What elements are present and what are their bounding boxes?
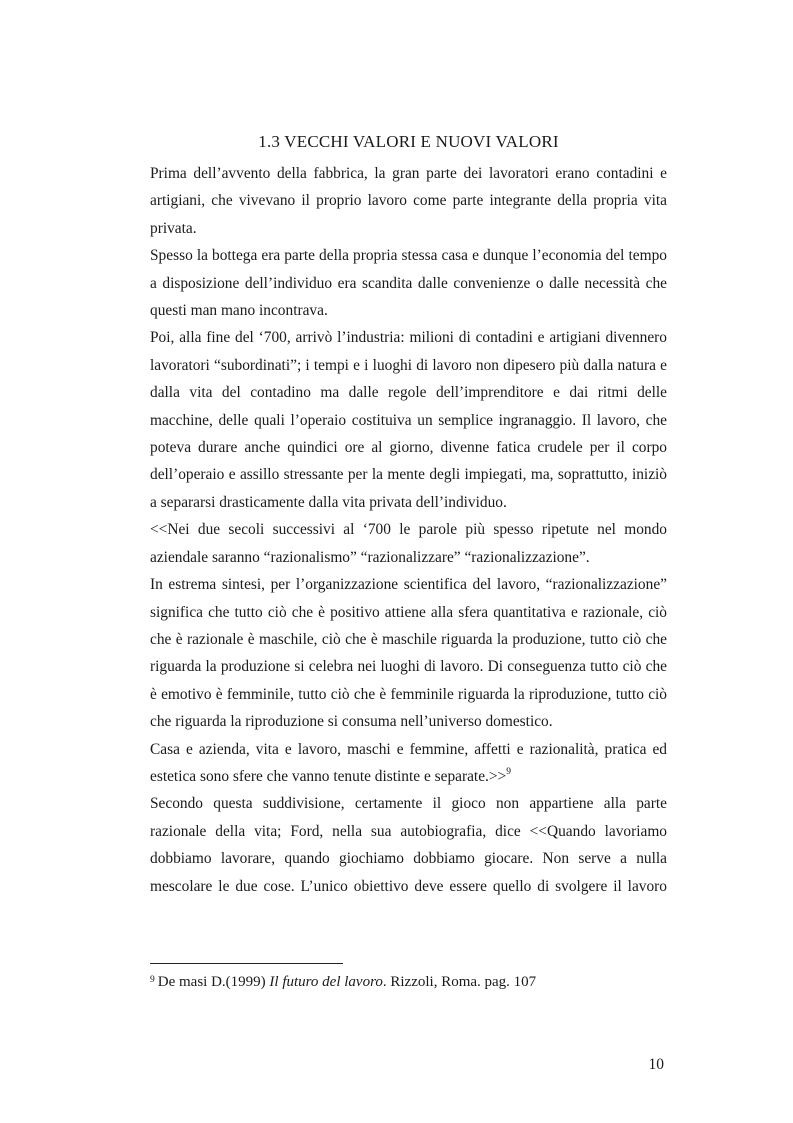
page-number: 10 (648, 1056, 664, 1073)
footnote-number: 9 (150, 975, 155, 985)
footnote-publisher: . Rizzoli, Roma. pag. 107 (382, 974, 537, 990)
section-title: 1.3 VECCHI VALORI E NUOVI VALORI (258, 132, 559, 151)
footnote-book-title: Il futuro del lavoro (269, 974, 383, 990)
paragraph-1: Prima dell’avvento della fabbrica, la gran parte dei lavoratori erano contadini e artigiani, che vivevano il proprio lavoro come parte integrante della propria vita privata. (150, 165, 667, 237)
footnote (150, 972, 667, 992)
paragraph-7: Secondo questa suddivisione, certamente il gioco non appartiene alla parte razionale della vita; Ford, nella sua autobiografia, dice <<Quando lavoriamo dobbiamo lavorare, quando giochiamo dobbiamo giocare. Non serve a nulla mescolare le due cose. L’unico obiettivo deve essere quello di svolgere il lavoro (150, 795, 667, 895)
footnote-reference: 9 (506, 766, 511, 777)
paragraph-6-text: Casa e azienda, vita e lavoro, maschi e femmine, affetti e razionalità, pratica ed estetica sono sfere che vanno tenute distinte e separate.>> (150, 740, 667, 785)
paragraph-6 (150, 736, 667, 791)
body-text (150, 160, 667, 900)
paragraph-4: <<Nei due secoli successivi al ‘700 le parole più spesso ripetute nel mondo aziendale saranno “razionalismo” “razionalizzare” “razionalizzazione”. (150, 521, 667, 566)
paragraph-5: In estrema sintesi, per l’organizzazione scientifica del lavoro, “razionalizzazione” significa che tutto ciò che è positivo attiene alla sfera quantitativa e razionale, ciò che è razionale è maschile, ciò che è maschile riguarda la produzione, tutto ciò che riguarda la produzione si celebra nei luoghi di lavoro. Di conseguenza tutto ciò che è emotivo è femminile, tutto ciò che è femminile riguarda la riproduzione, tutto ciò che riguarda la riproduzione si consuma nell’universo domestico. (150, 576, 667, 731)
footnote-author: De masi D.(1999) (157, 974, 266, 990)
footnote-divider (150, 963, 343, 964)
paragraph-2: Spesso la bottega era parte della propria stessa casa e dunque l’economia del tempo a disposizione dell’individuo era scandita dalle convenienze o dalle necessità che questi man mano incontrava. (150, 247, 667, 320)
paragraph-3: Poi, alla fine del ‘700, arrivò l’industria: milioni di contadini e artigiani divennero lavoratori “subordinati”; i tempi e i luoghi di lavoro non dipesero più dalla natura e dalla vita del contadino ma dalle regole dell’imprenditore e dai ritmi delle macchine, delle quali l’operaio costituiva un semplice ingranaggio. Il lavoro, che poteva durare anche quindici ore al giorno, divenne fatica crudele per il corpo dell’operaio e assillo stressante per la mente degli impiegati, ma, soprattutto, iniziò a separarsi drasticamente dalla vita privata dell’individuo. (150, 329, 667, 511)
